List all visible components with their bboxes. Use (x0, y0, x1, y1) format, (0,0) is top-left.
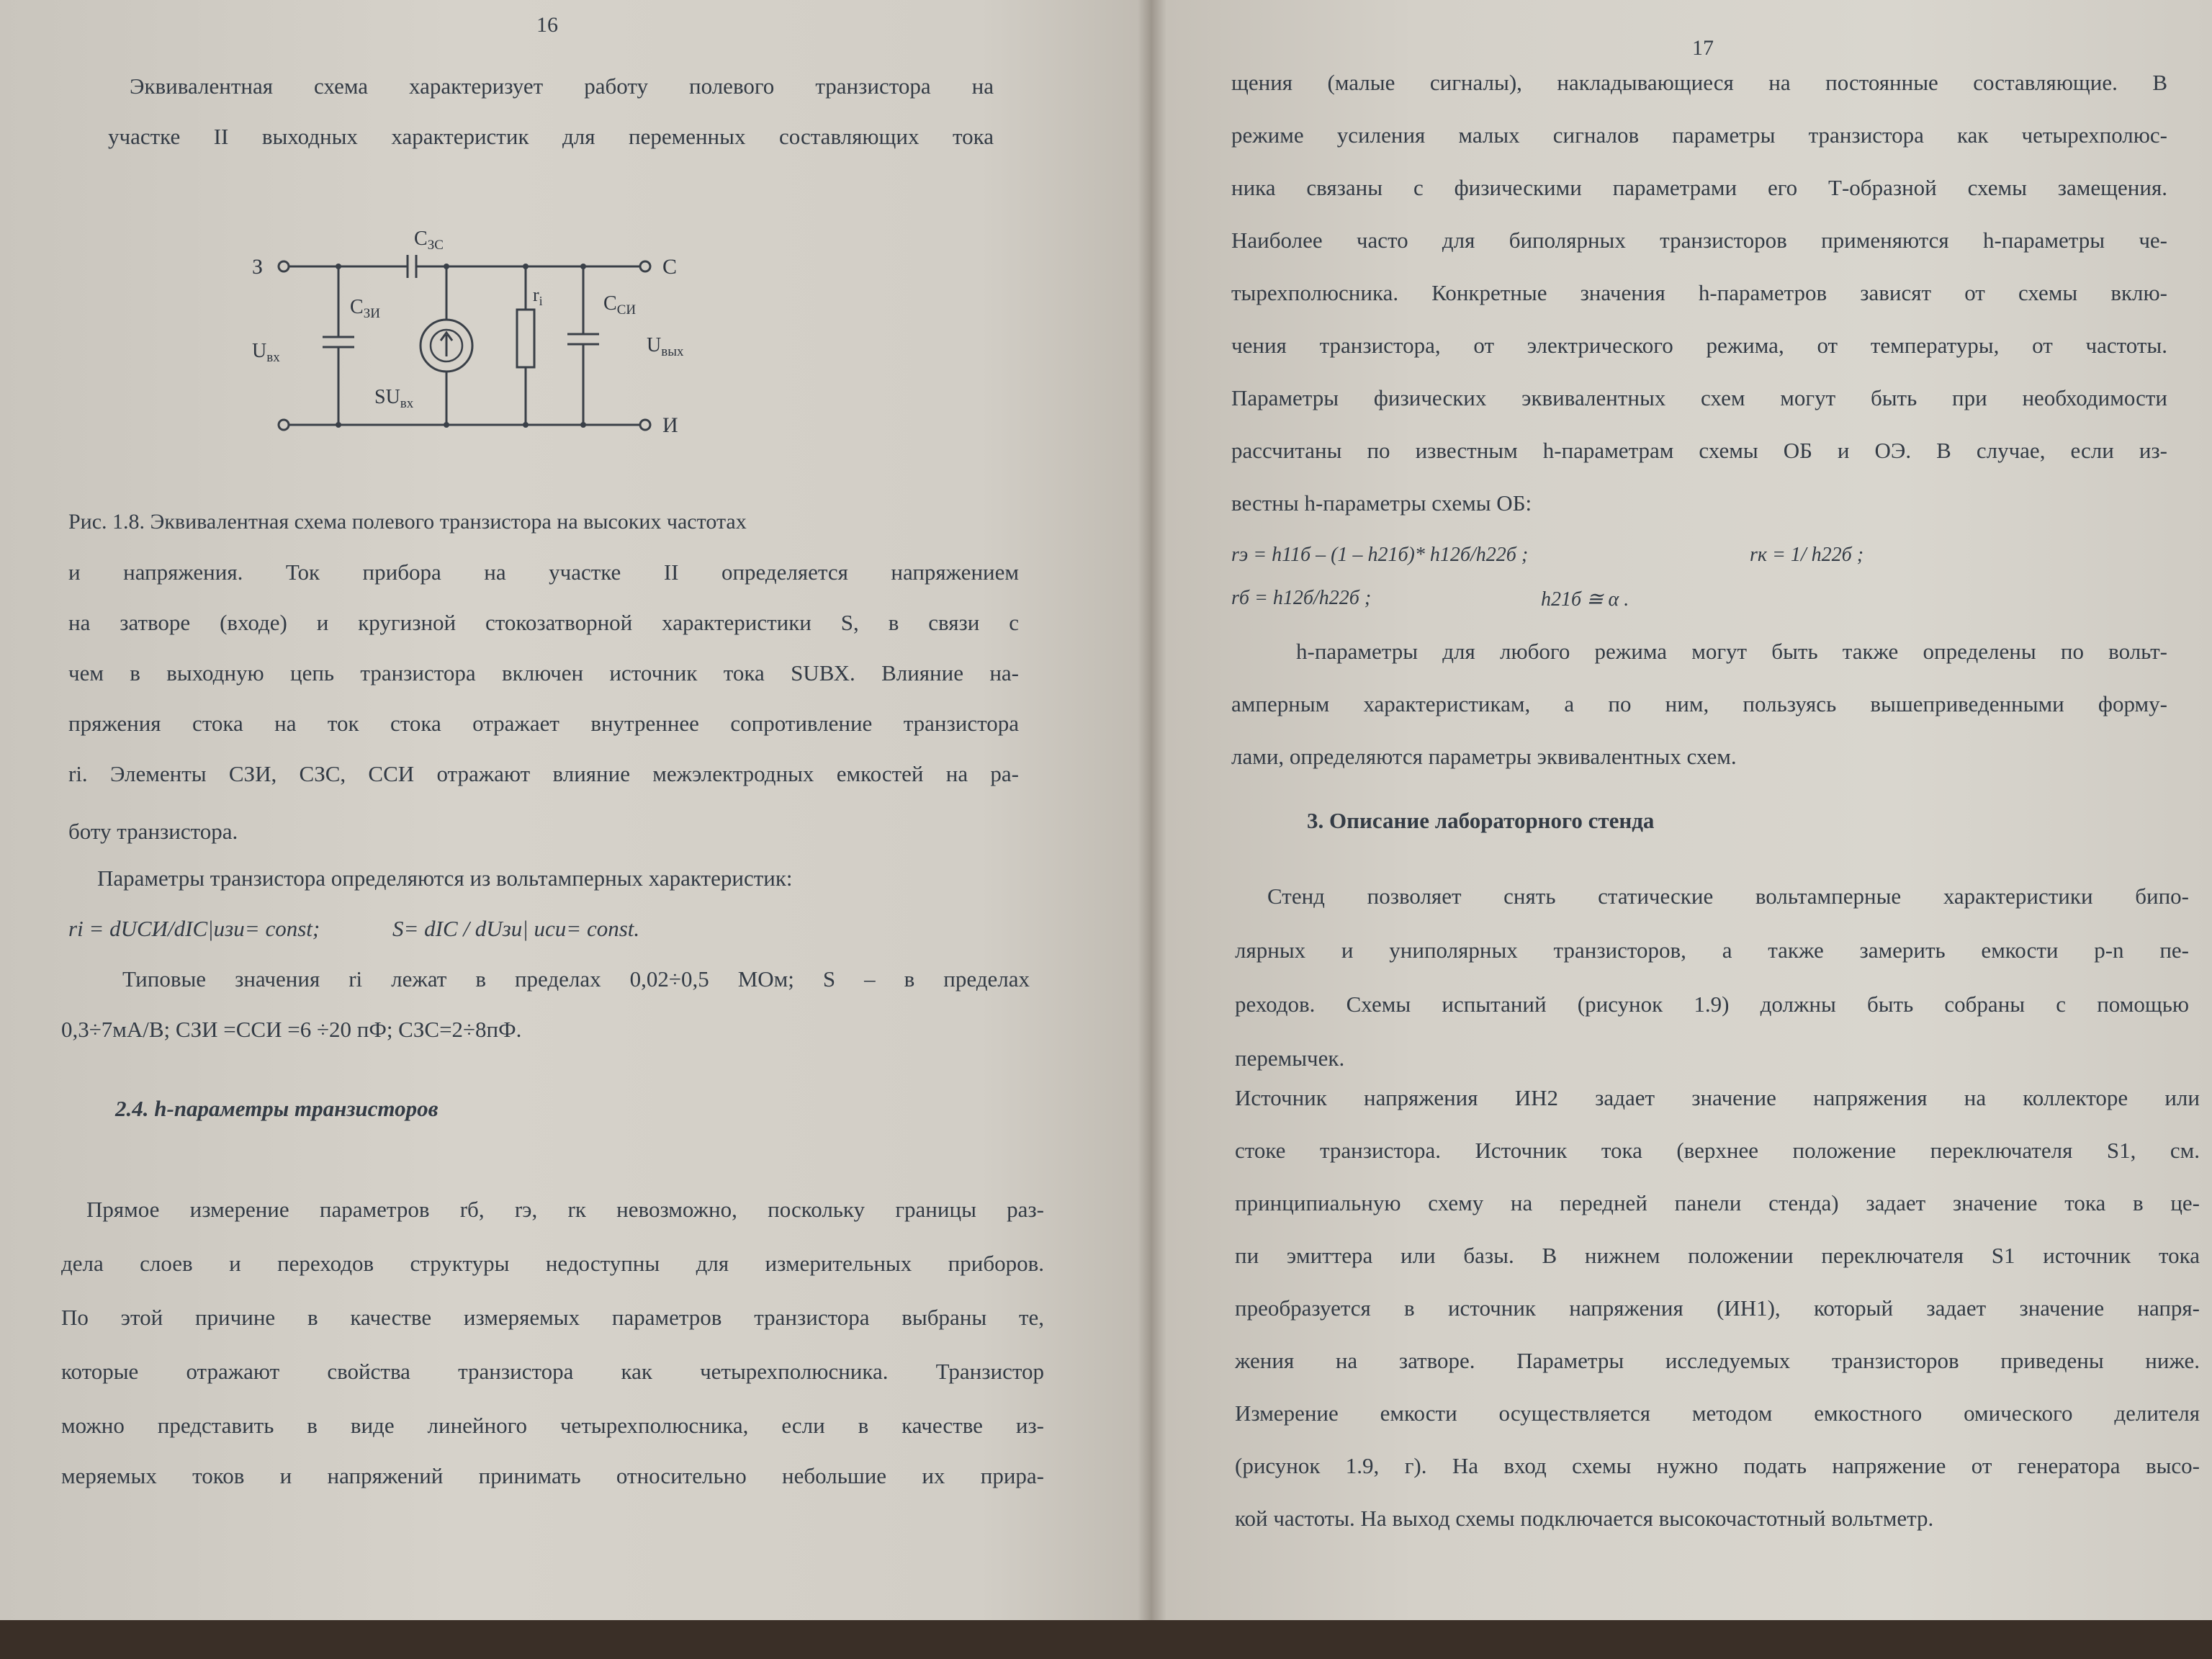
intro-line-1: Эквивалентная схема характеризует работу полевого транзистора на (130, 73, 994, 99)
drain-terminal (640, 261, 650, 271)
formula-h21: h21б ≅ α . (1541, 588, 1629, 611)
source-terminal (640, 420, 650, 430)
label-current-source: $SU_{вх}$ (374, 386, 414, 411)
right-line-6: чения транзистора, от электрического режима, от температуры, от частоты. (1231, 333, 2167, 358)
right-line-1: щения (малые сигналы), накладывающиеся на постоянные составляющие. В (1231, 70, 2167, 95)
source-line-6: жения на затворе. Параметры исследуемых транзисторов приведены ниже. (1235, 1348, 2200, 1373)
typical-values-line-2: 0,3÷7мА/В; CЗИ =CСИ =6 ÷20 пФ; CЗС=2÷8пФ. (61, 1017, 522, 1042)
para2-line-2: амперным характеристикам, а по ним, пользуясь вышеприведенными форму- (1231, 691, 2167, 716)
right-line-3: ника связаны с физическими параметрами его Т-образной схемы замещения. (1231, 175, 2167, 200)
right-line-8: рассчитаны по известным h-параметрам схемы ОБ и ОЭ. В случае, если из- (1231, 438, 2167, 463)
label-u-in: $U_{вх}$ (252, 340, 280, 365)
label-node-gate: З (252, 255, 264, 279)
section-line-3: По этой причине в качестве измеряемых параметров транзистора выбраны те, (61, 1305, 1044, 1330)
body-line-1: и напряжения. Ток прибора на участке II определяется напряжением (68, 559, 1019, 585)
section-line-5: можно представить в виде линейного четырехполюсника, если в качестве из- (61, 1413, 1044, 1438)
table-surface (0, 1620, 2212, 1659)
stand-line-2: лярных и униполярных транзисторов, а также замерить емкости p-n пе- (1235, 938, 2189, 963)
typical-values-line-1: Типовые значения ri лежат в пределах 0,02÷0,5 МОм; S – в пределах (122, 966, 1030, 992)
right-page (1152, 0, 2212, 1649)
figure-caption: Рис. 1.8. Эквивалентная схема полевого транзистора на высоких частотах (68, 510, 747, 534)
section-line-2: дела слоев и переходов структуры недоступны для измерительных приборов. (61, 1251, 1044, 1276)
body-line-5: ri. Элементы CЗИ, CЗС, CСИ отражают влияние межэлектродных емкостей на ра- (68, 761, 1019, 786)
body-line-4: пряжения стока на ток стока отражает внутреннее сопротивление транзистора (68, 711, 1019, 736)
source-line-last: кой частоты. На выход схемы подключается высокочастотный вольтметр. (1235, 1506, 1934, 1531)
section-line-6: меряемых токов и напряжений принимать относительно небольшие их прира- (61, 1463, 1044, 1488)
page-number-left: 16 (536, 13, 558, 37)
stand-line-3: реходов. Схемы испытаний (рисунок 1.9) должны быть собраны с помощью (1235, 992, 2189, 1017)
body-line-3: чем в выходную цепь транзистора включен источник тока SUВХ. Влияние на- (68, 660, 1019, 685)
formula-rb: rб = h12б/h22б ; (1231, 587, 1372, 609)
params-intro: Параметры транзистора определяются из вольтамперных характеристик: (97, 866, 793, 891)
section-line-4: которые отражают свойства транзистора как четырехполюсника. Транзистор (61, 1359, 1044, 1384)
section-heading-h-params: 2.4. h-параметры транзисторов (115, 1096, 439, 1121)
source-line-3: принципиальную схему на передней панели стенда) задает значение тока в це- (1235, 1190, 2200, 1215)
section-line-1: Прямое измерение параметров rб, rэ, rк невозможно, поскольку границы раз- (86, 1197, 1044, 1222)
formula-re: rэ = h11б – (1 – h21б)* h12б/h22б ; (1231, 544, 1529, 566)
section-heading-stand: 3. Описание лабораторного стенда (1307, 808, 1655, 833)
source-line-4: пи эмиттера или базы. В нижнем положении переключателя S1 источник тока (1235, 1243, 2200, 1268)
formula-s: S= dIС / dUзи| uси= const. (392, 916, 640, 941)
resistor-ri-symbol (517, 310, 534, 367)
label-node-drain: С (662, 255, 678, 279)
body-line-2: на затворе (входе) и кругизной стокозатворной характеристики S, в связи с (68, 610, 1019, 635)
formula-ri: ri = dUСИ/dIС|uзи= const; (68, 916, 320, 941)
label-c-ds: $С_{СИ}$ (603, 292, 637, 318)
source-line-8: (рисунок 1.9, г). На вход схемы нужно подать напряжение от генератора высо- (1235, 1453, 2200, 1478)
label-r-i: $r_i$ (533, 284, 543, 308)
right-line-2: режиме усиления малых сигналов параметры транзистора как четырехполюс- (1231, 122, 2167, 148)
book-spine (1138, 0, 1166, 1649)
page-number-right: 17 (1692, 36, 1714, 60)
right-line-ob: вестны h-параметры схемы ОБ: (1231, 490, 1532, 516)
source-line-2: стоке транзистора. Источник тока (верхнее положение переключателя S1, см. (1235, 1138, 2200, 1163)
formula-rk: rк = 1/ h22б ; (1750, 544, 1864, 566)
source-line-5: преобразуется в источник напряжения (ИН1), который задает значение напря- (1235, 1295, 2200, 1321)
right-line-4: Наиболее часто для биполярных транзисторов применяются h-параметры че- (1231, 228, 2167, 253)
intro-line-2: участке II выходных характеристик для переменных составляющих тока (108, 124, 994, 149)
label-node-source: И (662, 413, 678, 437)
stand-line-1: Стенд позволяет снять статические вольтамперные характеристики бипо- (1267, 884, 2189, 909)
body-line-last: боту транзистора. (68, 819, 238, 844)
source-left-terminal (279, 420, 289, 430)
label-c-gd: $С_{ЗС}$ (414, 228, 444, 253)
para2-line-last: лами, определяются параметры эквивалентных схем. (1231, 744, 1737, 769)
source-line-7: Измерение емкости осуществляется методом емкостного омического делителя (1235, 1401, 2200, 1426)
right-line-5: тырехполюсника. Конкретные значения h-параметров зависят от схемы вклю- (1231, 280, 2167, 305)
label-c-gs: $С_{ЗИ}$ (350, 296, 380, 321)
right-line-7: Параметры физических эквивалентных схем могут быть при необходимости (1231, 385, 2167, 410)
source-line-1: Источник напряжения ИН2 задает значение напряжения на коллекторе или (1235, 1085, 2200, 1110)
stand-line-4: перемычек. (1235, 1046, 1345, 1071)
gate-terminal (279, 261, 289, 271)
para2-line-1: h-параметры для любого режима могут быть также определены по вольт- (1296, 639, 2167, 664)
label-u-out: $U_{вых}$ (647, 334, 684, 359)
equivalent-circuit-diagram (238, 209, 756, 461)
